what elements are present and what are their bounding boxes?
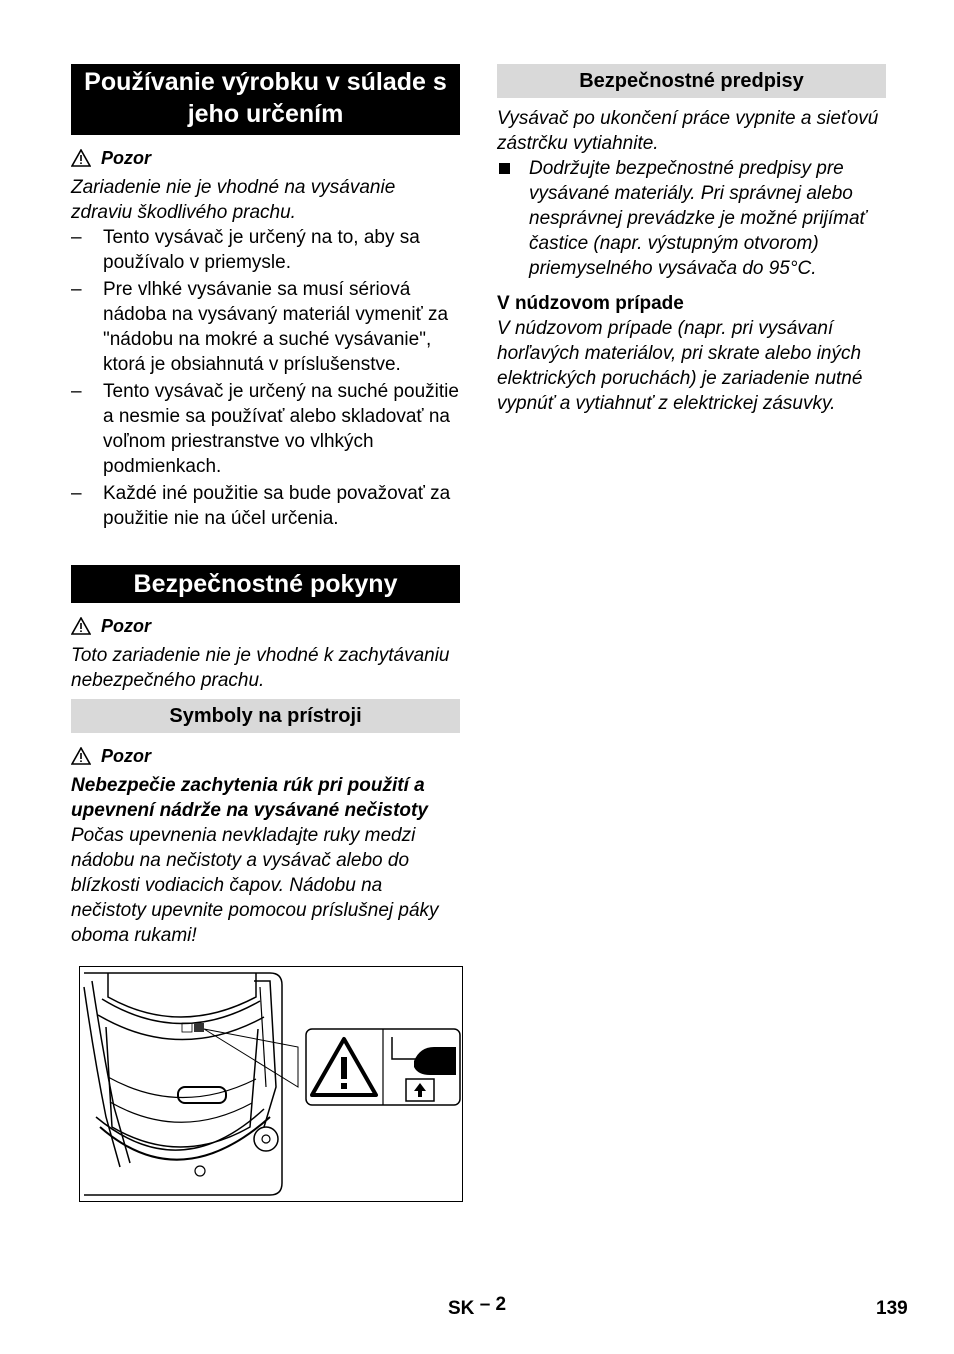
warning-triangle-icon: [71, 149, 91, 167]
section-title-intended-use: Používanie výrobku v súlade s jeho určením: [71, 64, 460, 135]
warning-3-heading: Nebezpečie zachytenia rúk pri použití a upevnení nádrže na vysávané nečistoty: [71, 775, 428, 821]
footer-page-local: – 2: [479, 1294, 507, 1315]
warning-label: Pozor: [101, 148, 152, 168]
section-title-safety: Bezpečnostné pokyny: [71, 565, 460, 603]
list-item: – Tento vysávač je určený na to, aby sa používalo v priemysle.: [71, 227, 420, 273]
footer-lang: SK: [448, 1298, 475, 1319]
warning-3: [71, 744, 460, 768]
dash-marker: –: [71, 227, 82, 248]
emergency-text: V núdzovom prípade (napr. pri vysávaní horľavých materiálov, pri skrate alebo iných elektrických poruchách) je zariadenie nutné vypnúť a vytiahnuť z elektrickej zásuvky.: [497, 318, 863, 414]
warning-3-text: Počas upevnenia nevkladajte ruky medzi nádobu na nečistoty a vysávač alebo do blízkosti vodiacich čapov. Nádobu na nečistoty upevnite pomocou príslušnej páky oboma rukami!: [71, 825, 439, 946]
vacuum-illustration: [79, 966, 463, 1202]
intro-text: Vysávač po ukončení práce vypnite a sieťovú zástrčku vytiahnite.: [497, 108, 879, 154]
list-item: – Každé iné použitie sa bude považovať za použitie nie na účel určenia.: [71, 483, 451, 529]
dash-marker: –: [71, 279, 82, 300]
warning-triangle-icon: [71, 747, 91, 765]
list-item: – Tento vysávač je určený na suché použitie a nesmie sa používať alebo skladovať na voľnom priestranstve vo vlhkých podmienkach.: [71, 381, 459, 477]
warning-label: Pozor: [101, 616, 152, 636]
warning-label: Pozor: [101, 746, 152, 766]
warning-1-text: Zariadenie nie je vhodné na vysávanie zdraviu škodlivého prachu.: [71, 177, 396, 223]
footer-page-label: [448, 1294, 507, 1320]
warning-2-text: Toto zariadenie nie je vhodné k zachytávaniu nebezpečného prachu.: [71, 645, 450, 691]
warning-2: [71, 614, 460, 638]
dash-marker: –: [71, 381, 82, 402]
square-bullet-icon: [499, 163, 510, 174]
vacuum-container-drawing: [80, 967, 462, 1201]
subsection-title-symbols: Symboly na prístroji: [71, 699, 460, 733]
dash-marker: –: [71, 483, 82, 504]
page-number: 139: [876, 1298, 908, 1319]
emergency-heading: V núdzovom prípade: [497, 293, 684, 314]
list-item: Dodržujte bezpečnostné predpisy pre vysávané materiály. Pri správnej alebo nesprávnej prevádzke je možné prijímať častice (napr. výstupným otvorom) priemyselného vysávača do 95°C.: [497, 156, 886, 281]
list-item: – Pre vlhké vysávanie sa musí sériová nádoba na vysávaný materiál vymeniť za "nádobu na mokré a suché vysávanie", ktorá je obsiahnutá v príslušenstve.: [71, 279, 449, 375]
subsection-title-safety-rules: Bezpečnostné predpisy: [497, 64, 886, 98]
usage-list: [71, 225, 460, 533]
warning-1: [71, 146, 460, 170]
safety-bullet-list: [497, 156, 886, 281]
warning-triangle-icon: [71, 617, 91, 635]
